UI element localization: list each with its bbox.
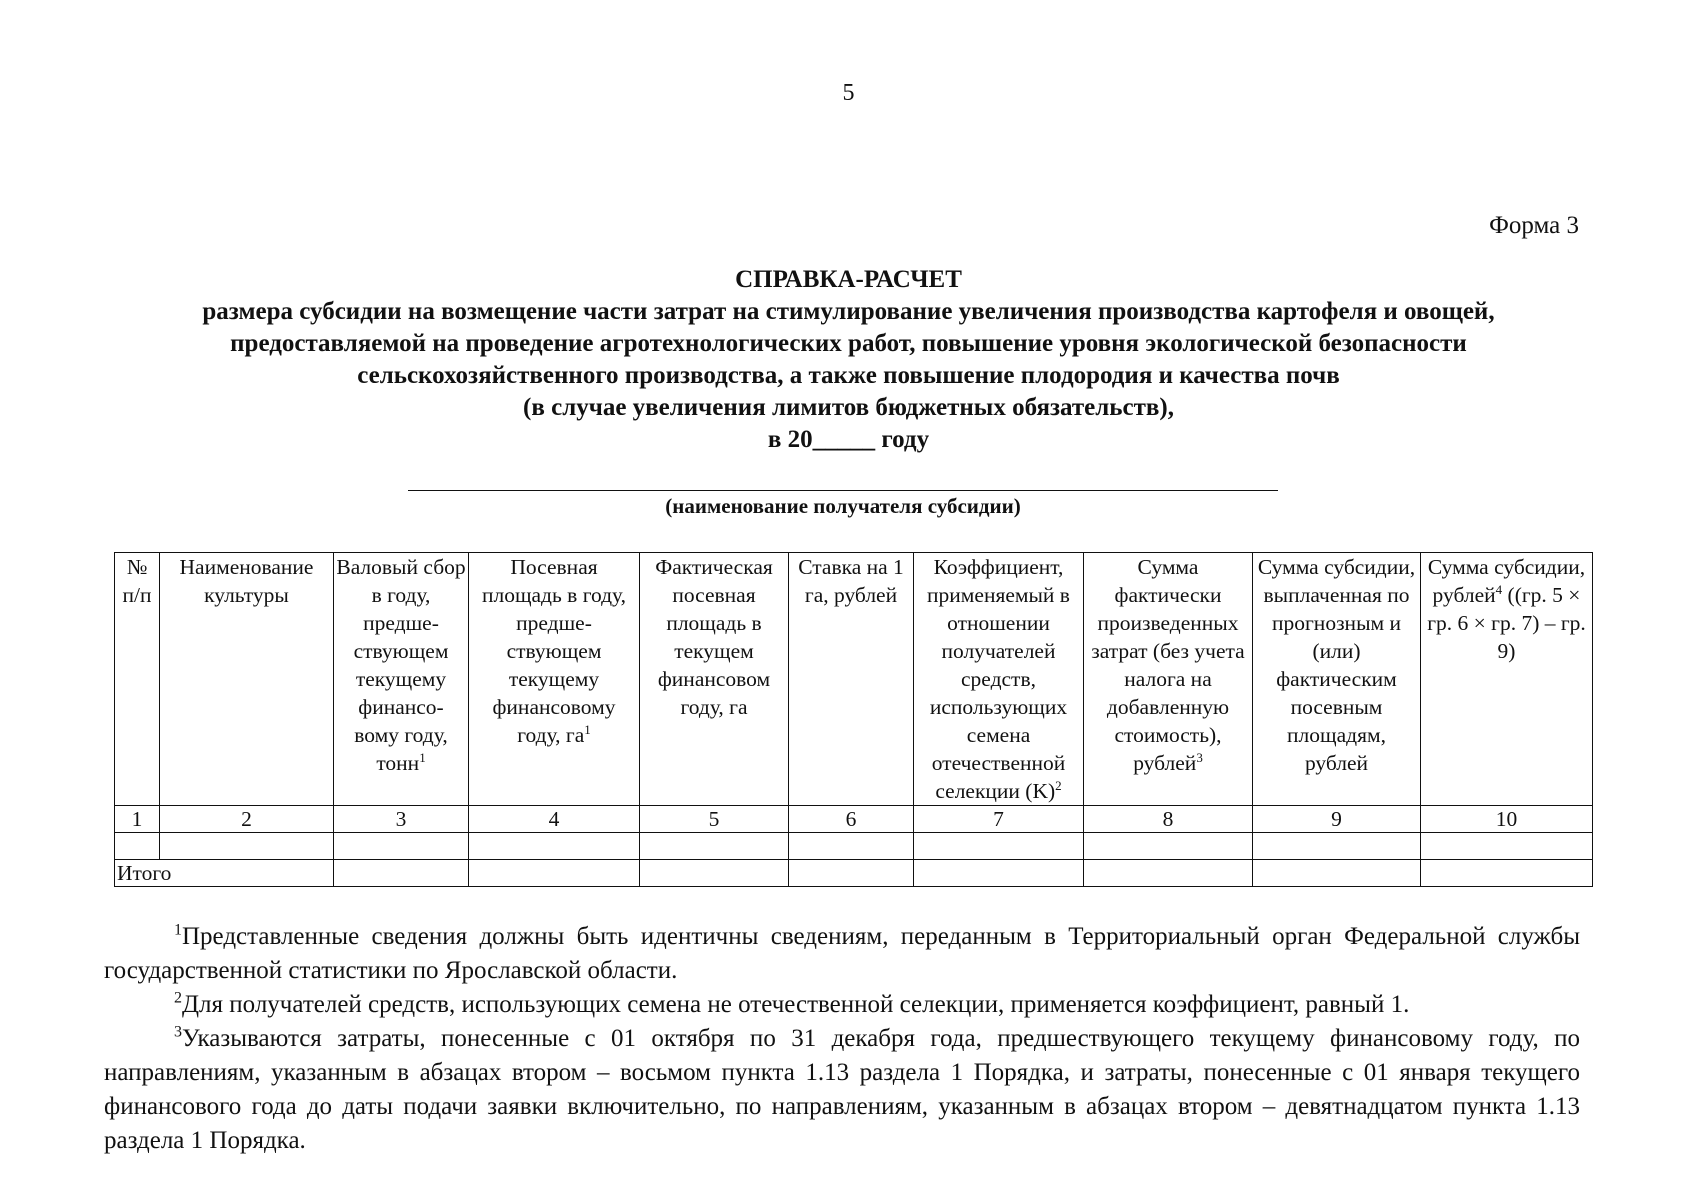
total-label: Итого	[115, 860, 334, 887]
table-cell	[1421, 860, 1593, 887]
column-number: 10	[1421, 806, 1593, 833]
total-row	[115, 860, 1593, 887]
header-cell: Наименование культуры	[160, 553, 334, 806]
table-cell	[1421, 833, 1593, 860]
table-cell	[469, 860, 640, 887]
table-row	[115, 833, 1593, 860]
table-cell	[334, 860, 469, 887]
table-cell	[789, 833, 914, 860]
title-year-line: в 20_____ году	[767, 426, 930, 453]
column-number: 9	[1253, 806, 1421, 833]
header-cell: Валовый сбор в году, предше-ствующем текущему финансо-вому году, тонн$^1$	[334, 553, 469, 806]
column-number: 6	[789, 806, 914, 833]
header-cell: Ставка на 1 га, рублей	[789, 553, 914, 806]
header-cell: Сумма субсидии, рублей$^4$ ((гр. 5 × гр. 6 × гр. 7) – гр. 9)	[1421, 553, 1593, 806]
calculation-table	[114, 552, 1593, 887]
column-number: 3	[334, 806, 469, 833]
recipient-fill-line	[408, 490, 1278, 491]
footnotes	[104, 920, 1580, 1158]
table-cell	[334, 833, 469, 860]
title-line: (в случае увеличения лимитов бюджетных обязательств),	[523, 394, 1174, 421]
header-cell: Коэффициент, применяемый в отношении получателей средств, использующих семена отечественной селекции $(K)^2$	[914, 553, 1084, 806]
table-cell	[914, 860, 1084, 887]
header-cell: № п/п	[115, 553, 160, 806]
title-line: предоставляемой на проведение агротехнологических работ, повышение уровня экологической безопасности	[230, 330, 1467, 357]
table-cell	[115, 833, 160, 860]
title-heading: СПРАВКА-РАСЧЕТ	[735, 266, 962, 293]
title-line: сельскохозяйственного производства, а также повышение плодородия и качества почв	[357, 362, 1340, 389]
column-number: 1	[115, 806, 160, 833]
table-cell	[640, 833, 789, 860]
page-number: 5	[842, 80, 855, 106]
form-label: Форма 3	[1489, 212, 1579, 239]
table-header-row	[115, 553, 1593, 806]
table-cell	[789, 860, 914, 887]
table-cell	[914, 833, 1084, 860]
document-title	[80, 264, 1617, 456]
table-cell	[469, 833, 640, 860]
header-cell: Сумма фактически произведенных затрат (без учета налога на добавленную стоимость), рублей$^3$	[1084, 553, 1253, 806]
table-cell	[160, 833, 334, 860]
footnote: $^3$Указываются затраты, понесенные с 01 октября по 31 декабря года, предшествующего текущему финансовому году, по направлениям, указанным в абзацах втором – восьмом пункта 1.13 раздела 1 Порядка, и затраты, понесенные с 01 января текущего финансового года до даты подачи заявки включительно, по направлениям, указанным в абзацах втором – девятнадцатом пункта 1.13 раздела 1 Порядка.	[104, 1023, 1580, 1154]
column-number: 4	[469, 806, 640, 833]
table-cell	[1084, 860, 1253, 887]
footnote: $^2$Для получателей средств, использующих семена не отечественной селекции, применяется коэффициент, равный 1.	[174, 989, 1410, 1018]
table-cell	[1253, 860, 1421, 887]
column-number-row	[115, 806, 1593, 833]
header-cell: Посевная площадь в году, предше-ствующем текущему финансовому году, $га^1$	[469, 553, 640, 806]
column-number: 8	[1084, 806, 1253, 833]
table-cell	[640, 860, 789, 887]
table-cell	[1253, 833, 1421, 860]
column-number: 2	[160, 806, 334, 833]
title-line: размера субсидии на возмещение части затрат на стимулирование увеличения производства картофеля и овощей,	[202, 298, 1495, 325]
column-number: 7	[914, 806, 1084, 833]
header-cell: Фактическая посевная площадь в текущем финансовом году, га	[640, 553, 789, 806]
footnote: $^1$Представленные сведения должны быть идентичны сведениям, переданным в Территориальный орган Федеральной службы государственной статистики по Ярославской области.	[104, 921, 1580, 984]
table-cell	[1084, 833, 1253, 860]
header-cell: Сумма субсидии, выплаченная по прогнозным и (или) фактическим посевным площадям, рублей	[1253, 553, 1421, 806]
recipient-caption: (наименование получателя субсидии)	[665, 494, 1021, 518]
column-number: 5	[640, 806, 789, 833]
